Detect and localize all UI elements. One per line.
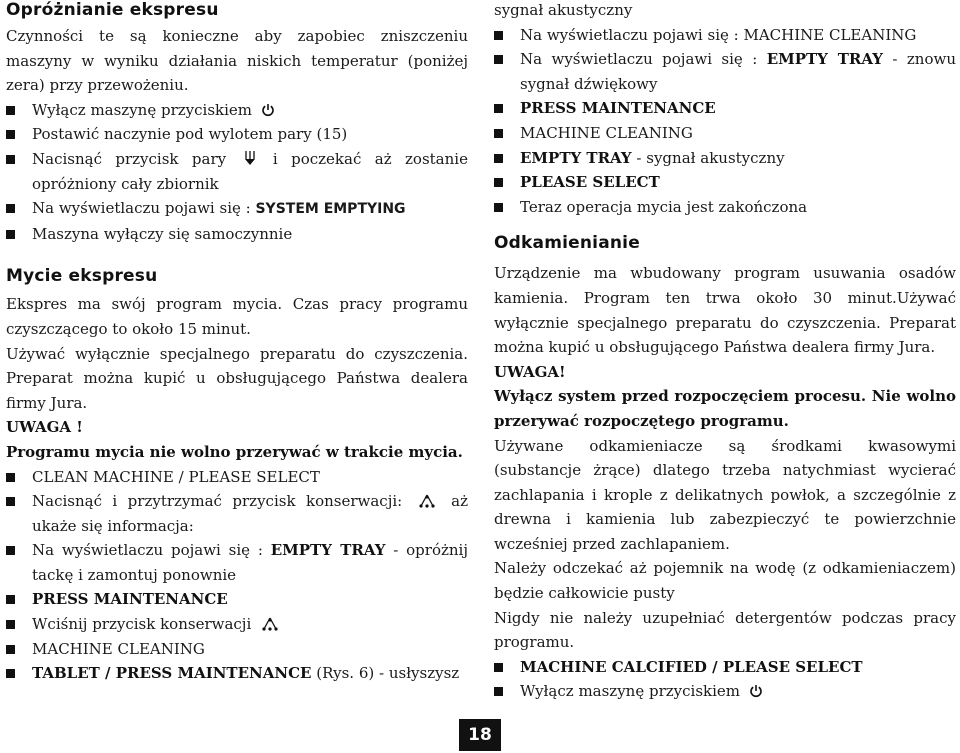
descaling-warning-label: UWAGA! xyxy=(494,362,566,381)
descaling-p3: Należy odczekać aż pojemnik na wodę (z odkamieniaczem) będzie całkowicie pusty xyxy=(494,559,956,603)
cleaning-p2: Używać wyłącznie specjalnego preparatu do czyszczenia. Preparat można kupić u obsługującego Państwa dealera firmy Jura. xyxy=(6,344,468,412)
cleaning-steps-continued xyxy=(494,23,956,220)
cleaning-warning-label: UWAGA ! xyxy=(6,418,83,437)
display-message: SYSTEM EMPTYING xyxy=(255,201,406,218)
list-item: Na wyświetlaczu pojawi się : EMPTY TRAY - znowu sygnał dźwiękowy xyxy=(494,47,956,96)
list-item: TABLET / PRESS MAINTENANCE (Rys. 6) - usłyszysz xyxy=(6,661,468,686)
descaling-p1: Urządzenie ma wbudowany program usuwania osadów kamienia. Program ten trwa około 30 minut.Używać wyłącznie specjalnego preparatu do czyszczenia. Preparat można kupić u obsługującego Państwa dealera firmy Jura. xyxy=(494,264,956,357)
list-item: Wyłącz maszynę przyciskiem xyxy=(494,679,956,704)
list-item: Teraz operacja mycia jest zakończona xyxy=(494,195,956,220)
power-icon xyxy=(749,684,763,698)
descaling-warning-text: Wyłącz system przed rozpoczęciem procesu. Nie wolno przerywać rozpoczętego programu. xyxy=(494,387,956,430)
power-icon xyxy=(261,103,275,117)
left-column xyxy=(6,0,468,686)
list-item: Nacisnąć przycisk pary i poczekać aż zostanie opróżniony cały zbiornik xyxy=(6,147,468,196)
section-title-descaling: Odkamienianie xyxy=(494,233,640,254)
list-item: MACHINE CALCIFIED / PLEASE SELECT xyxy=(494,655,956,680)
descaling-p2: Używane odkamieniacze są środkami kwasowymi (substancje żrące) dlatego trzeba natychmiast wycierać zachlapania i krople z delikatnych powłok, a szczególnie z drewna i kamienia lub zabezpieczyć te powierzchnie wcześniej przed zachlapaniem. xyxy=(494,436,956,553)
list-item: PRESS MAINTENANCE xyxy=(494,96,956,121)
descaling-steps xyxy=(494,655,956,704)
list-item: EMPTY TRAY - sygnał akustyczny xyxy=(494,146,956,171)
section-title-cleaning: Mycie ekspresu xyxy=(6,266,158,287)
list-item: Na wyświetlaczu pojawi się : EMPTY TRAY - opróżnij tackę i zamontuj ponownie xyxy=(6,538,468,587)
list-item: CLEAN MACHINE / PLEASE SELECT xyxy=(6,465,468,490)
page-number: 18 xyxy=(459,719,501,751)
list-item: Wciśnij przycisk konserwacji xyxy=(6,612,468,637)
list-item: Na wyświetlaczu pojawi się : MACHINE CLEANING xyxy=(494,23,956,48)
continuation-text: sygnał akustyczny xyxy=(494,1,633,19)
cleaning-p1: Ekspres ma swój program mycia. Czas pracy programu czyszczącego to około 15 minut. xyxy=(6,295,468,338)
display-message: EMPTY TRAY xyxy=(766,50,883,69)
list-item: Maszyna wyłączy się samoczynnie xyxy=(6,222,468,247)
list-item: MACHINE CLEANING xyxy=(494,121,956,146)
display-message: EMPTY TRAY xyxy=(270,541,386,560)
emptying-intro: Czynności te są konieczne aby zapobiec zniszczeniu maszyny w wyniku działania niskich temperatur (poniżej zera) przy przewożeniu. xyxy=(6,27,468,95)
descaling-p4: Nigdy nie należy uzupełniać detergentów podczas pracy programu. xyxy=(494,608,956,652)
list-item: Nacisnąć i przytrzymać przycisk konserwacji: aż ukaże się informacja: xyxy=(6,489,468,538)
cleaning-steps xyxy=(6,465,468,686)
list-item: Na wyświetlaczu pojawi się : SYSTEM EMPTYING xyxy=(6,196,468,222)
list-item: PLEASE SELECT xyxy=(494,170,956,195)
display-message: TABLET / PRESS MAINTENANCE xyxy=(32,664,312,683)
list-item: PRESS MAINTENANCE xyxy=(6,587,468,612)
list-item: Postawić naczynie pod wylotem pary (15) xyxy=(6,122,468,147)
section-title-emptying: Opróżnianie ekspresu xyxy=(6,0,219,20)
cleaning-warning-text: Programu mycia nie wolno przerywać w trakcie mycia. xyxy=(6,442,463,461)
list-item: Wyłącz maszynę przyciskiem xyxy=(6,98,468,123)
right-column xyxy=(494,0,956,704)
display-message: EMPTY TRAY xyxy=(520,148,632,167)
steam-icon xyxy=(244,150,256,166)
maintenance-icon xyxy=(417,494,437,508)
maintenance-icon xyxy=(260,617,280,631)
emptying-steps xyxy=(6,98,468,247)
list-item: MACHINE CLEANING xyxy=(6,637,468,662)
